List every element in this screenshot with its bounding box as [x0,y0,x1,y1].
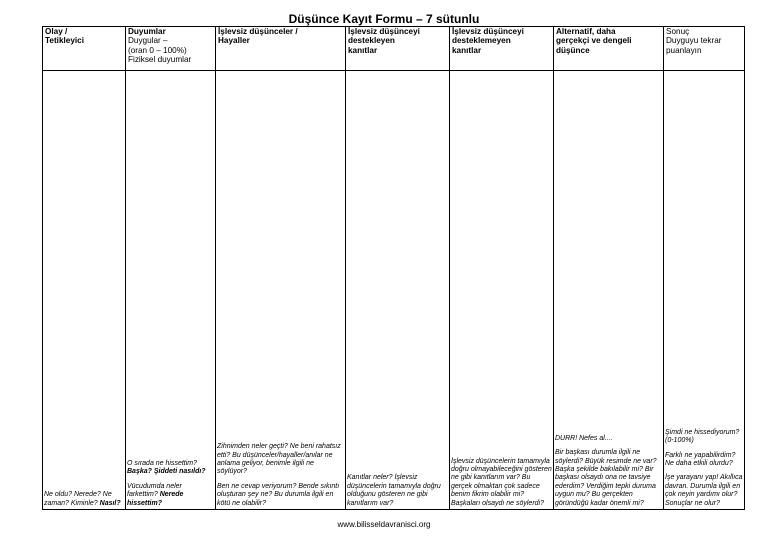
header-line: Alternatif, daha [556,27,616,36]
header-subline: Duygular – [128,36,168,46]
header-line: Duyumlar [128,27,166,36]
prompt-emphasis: Başka? Şiddeti nasıldı? [127,468,206,476]
header-line: İşlevsiz düşünceyi [452,27,524,36]
form-title: Düşünce Kayıt Formu – 7 sütunlu [288,12,480,26]
thought-record-table [42,26,745,510]
column-prompts [555,435,662,508]
column-2 [125,27,215,509]
header-line: Sonuç [666,27,690,36]
header-line: puanlayın [666,45,702,55]
prompt-emphasis: Nasıl? [99,499,121,507]
column-header [128,27,213,64]
prompt-text [217,443,344,477]
prompt-question: İşlevsiz düşüncelerin tamamıyla doğru olmayabileceğini gösteren ne gibi kanıtlarım var? Bu gerçek olmaktan çok sadece benim fikrim olabilir mi? Başkaları olsaydı ne söylerdi? [451,457,552,507]
prompt-question: Ben ne cevap veriyorum? Bende sıkıntı oluşturan şey ne? Bu durumla ilgili en kötü ne olabilir? [217,482,340,507]
column-prompts [451,458,552,508]
column-6 [553,27,663,509]
column-prompts [665,429,745,508]
header-line: Duyguyu tekrar [666,36,722,46]
header-line: İşlevsiz düşünceyi [348,27,420,36]
column-3 [215,27,345,509]
column-header [452,27,551,55]
prompt-text [665,474,745,508]
header-line: kanıtlar [452,45,482,55]
column-prompts [127,460,214,508]
prompt-question: Farklı ne yapabilirdim? Ne daha etkili olurdu? [665,451,736,467]
column-header [348,27,447,55]
prompt-text [217,483,344,508]
prompt-text [451,458,552,508]
prompt-question: Ne oldu? Nerede? Ne zaman? Kiminle? [44,491,112,507]
prompt-question: Kanıtlar neler? İşlevsiz düşüncelerin tamamıyla doğru olduğunu gösteren ne gibi kanıtlarım var? [347,474,441,507]
header-line: Hayaller [218,36,250,46]
prompt-emphasis: Nerede hissettim? [127,491,184,507]
header-subline: Fiziksel duyumlar [128,54,192,64]
column-prompts [347,474,448,508]
prompt-question: Bir başkası durumla ilgili ne söylerdi? Büyük resimde ne var? Başka şekilde bakılabilir mi? Bir başkası olsaydı ona ne tavsiye ederdim? Verdiğim tepki duruma uygun mu? Bu gerçekten göründüğü kadar önemli mi? [555,449,657,507]
header-line: Olay / [45,27,68,36]
column-4 [345,27,449,509]
prompt-text [127,460,214,477]
column-header [218,27,343,46]
header-line: Tetikleyici [45,36,84,46]
column-5 [449,27,553,509]
prompt-text [555,449,662,508]
prompt-question: O sırada ne hissettim? [127,459,198,467]
column-header [45,27,123,46]
header-line: gerçekçi ve dengeli [556,36,632,46]
prompt-question: DURR! Nefes al.... [555,434,613,442]
prompt-text [127,483,214,508]
prompt-text [44,491,124,508]
header-line: kanıtlar [348,45,378,55]
prompt-question: İşe yarayanı yap! Akıllıca davran. Durumla ilgili en çok neyin yardımı olur? Sonuçlar ne olur? [665,474,743,507]
footer-url: www.bilisseldavranisci.org [337,520,431,529]
prompt-question: Vücudumda neler farkettim? [127,482,182,499]
prompt-text [665,429,745,446]
header-line: düşünce [556,45,590,55]
prompt-text [665,452,745,469]
prompt-question: Şimdi ne hissediyorum? (0-100%) [665,428,740,445]
header-line: destekleyen [348,36,395,46]
header-line: İşlevsiz düşünceler / [218,27,298,36]
column-7 [663,27,746,509]
header-line: desteklemeyen [452,36,511,46]
column-prompts [217,443,344,508]
header-subline: (oran 0 – 100%) [128,45,187,55]
prompt-text [555,435,662,443]
prompt-text [347,474,448,508]
column-header [556,27,661,55]
column-1 [43,27,125,509]
column-prompts [44,491,124,508]
prompt-question: Zihnimden neler geçti? Ne beni rahatsız etti? Bu düşünceler/hayaller/anılar ne anlama geliyor, benimle ilgili ne söylüyor? [217,443,341,476]
column-header [666,27,744,55]
